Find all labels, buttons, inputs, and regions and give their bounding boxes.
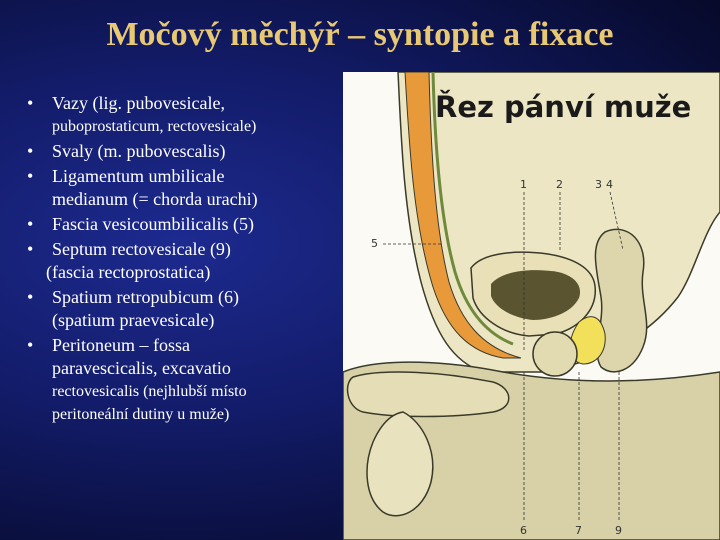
pelvis-section-illustration: [343, 72, 720, 540]
bullet-text: Vazy (lig. pubovesicale,: [52, 93, 225, 113]
figure-title: Řez pánví muže: [435, 90, 692, 124]
figure-label-2: 2: [556, 178, 563, 191]
bullet-text: (spatium praevesicale): [52, 310, 215, 330]
bullet-text: (fascia rectoprostatica): [46, 262, 211, 282]
bullet-text: Spatium retropubicum (6): [52, 287, 239, 307]
bullet-list: [24, 92, 342, 426]
bullet-text: Svaly (m. pubovescalis): [52, 141, 226, 161]
bullet-item-fascia: [24, 213, 342, 236]
slide-title: Močový měchýř – syntopie a fixace: [106, 16, 614, 53]
figure-label-6: 6: [520, 524, 527, 537]
bullet-item-umbilical-ligament: [24, 165, 342, 211]
bullet-text: Peritoneum – fossa: [52, 335, 190, 355]
bullet-dot-icon: •: [27, 93, 34, 113]
figure-label-4: 4: [606, 178, 613, 191]
bullet-text: peritoneální dutiny u muže): [52, 406, 230, 423]
bullet-dot-icon: •: [27, 166, 34, 186]
bullet-text: Ligamentum umbilicale: [52, 166, 225, 186]
bullet-text: medianum (= chorda urachi): [52, 189, 258, 209]
figure-label-7: 7: [575, 524, 582, 537]
bullet-text: puboprostaticum, rectovesicale): [52, 118, 257, 135]
bullet-item-spatium: [24, 286, 342, 332]
bullet-item-muscles: [24, 140, 342, 163]
bullet-dot-icon: •: [27, 239, 34, 259]
bullet-text: rectovesicalis (nejhlubší místo: [52, 383, 247, 400]
bullet-text: Septum rectovesicale (9): [52, 239, 231, 259]
bullet-dot-icon: •: [27, 335, 34, 355]
bullet-dot-icon: •: [27, 214, 34, 234]
figure-label-3: 3: [595, 178, 602, 191]
bullet-item-peritoneum: [24, 334, 342, 426]
bullet-text: Fascia vesicoumbilicalis (5): [52, 214, 254, 234]
figure-label-9: 9: [615, 524, 622, 537]
prostate-shape: [533, 332, 577, 376]
figure-label-5: 5: [371, 237, 378, 250]
pelvis-section-figure: [343, 72, 720, 540]
bullet-item-ligaments: [24, 92, 342, 138]
bullet-dot-icon: •: [27, 141, 34, 161]
bullet-dot-icon: •: [27, 287, 34, 307]
bullet-text: paravescicalis, excavatio: [52, 358, 231, 378]
bullet-item-septum: [24, 238, 342, 284]
figure-label-1: 1: [520, 178, 527, 191]
